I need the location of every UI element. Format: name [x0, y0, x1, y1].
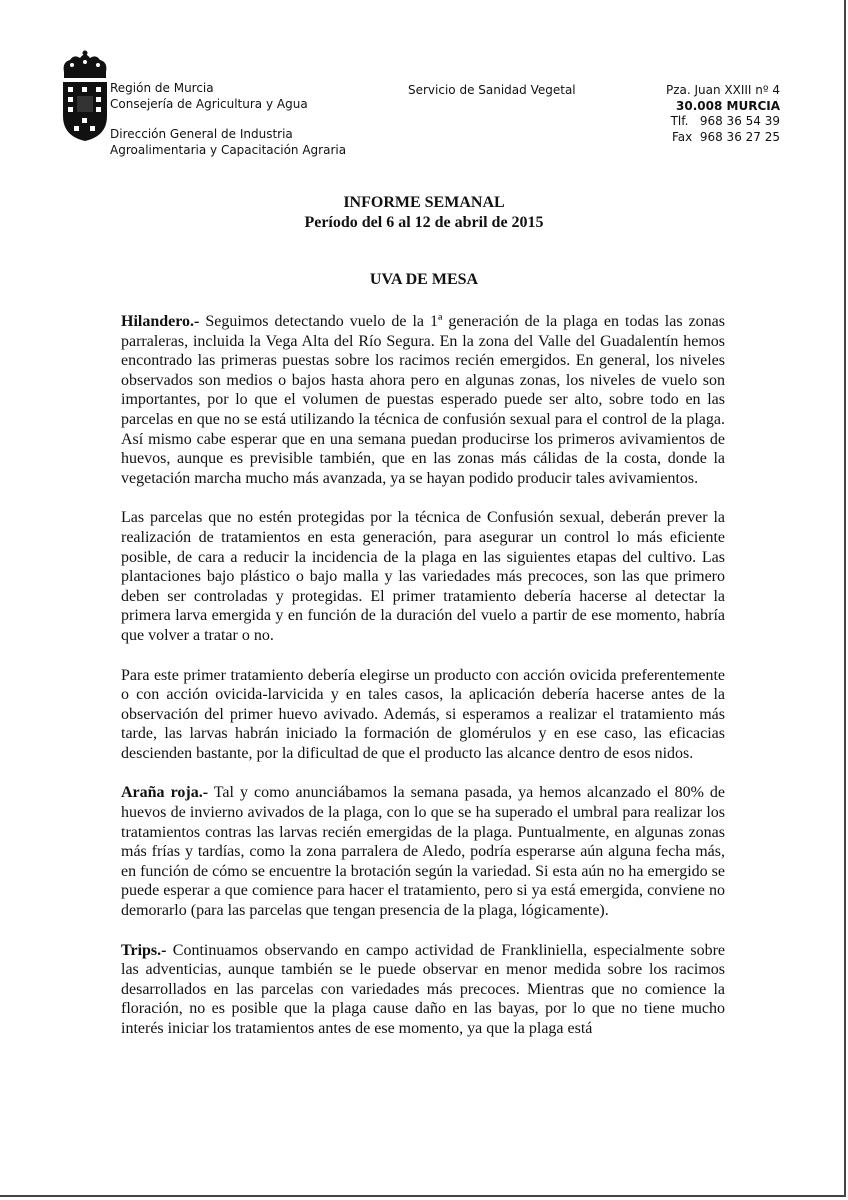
paragraph-text: Tal y como anunciábamos la semana pasada, ya hemos alcanzado el 80% de huevos de invierno avivados de la plaga, con lo que se ha superado el umbral para realizar los tratamientos contras las larvas recién emergidas de la plaga. Puntualmente, en algunas zonas más frías y tardías, como la zona parralera de Aledo, podría esperarse aún alguna fecha más, en función de cómo se encuentre la brotación según la variedad. Si esta aún no ha emergido se puede esperar a que comience para hacer el tratamiento, pero si ya está emergida, conviene no demorarlo (para las parcelas que tengan presencia de la plaga, lógicamente). — [121, 784, 726, 920]
report-title-block — [0, 193, 848, 233]
paragraph-hilandero — [121, 312, 725, 488]
crop-heading: UVA DE MESA — [369, 271, 479, 288]
paragraph-text: Las parcelas que no estén protegidas por la técnica de Confusión sexual, deberán prever la realización de tratamientos en esta generación, para asegurar un control lo más eficiente posible, de cara a reducir la incidencia de la plaga en las siguientes etapas del cultivo. Las plantaciones bajo plástico o bajo malla y las variedades más precoces, son las que primero deben ser controladas y protegidas. El primer tratamiento debería hacerse al detectar la primera larva emergida y en función de la duración del vuelo a partir de ese momento, habría que volver a tratar o no. — [121, 509, 725, 644]
paragraph-text: Para este primer tratamiento debería elegirse un producto con acción ovicida preferentemente o con acción ovicida-larvicida y en tales casos, la aplicación debería hacerse antes de la observación del primer huevo avivado. Además, si esperamos a realizar el tratamiento más tarde, las larvas habrán iniciado la formación de glomérulos y en ese caso, las eficacias descienden bastante, por la dificultad de que el producto las alcance dentro de esos nidos. — [121, 666, 725, 762]
address-city: 30.008 MURCIA — [676, 98, 780, 113]
dept-line-1: Dirección General de Industria — [110, 127, 293, 141]
dept-line-2: Agroalimentaria y Capacitación Agraria — [110, 142, 347, 157]
paragraph-text: Seguimos detectando vuelo de la 1ª generación de la plaga en todas las zonas parraleras, incluida la Vega Alta del Río Segura. En la zona del Valle del Guadalentín hemos encontrado las primeras puestas sobre los racimos recién emergidos. En general, los niveles observados son medios o bajos hasta ahora pero en algunas zonas, los niveles de vuelo son importantes, por lo que el volumen de puestas esperado puede ser alto, sobre todo en las parcelas en que no se está utilizando la técnica de confusión sexual para el control de la plaga. Así mismo cabe esperar que en una semana puedan producirse los primeros avivamientos de huevos, aunque es previsible también, que en las zonas más cálidas de la costa, donde la vegetación marcha mucho más avanzada, ya se hayan podido producir tales avivamientos. — [121, 313, 725, 487]
service-name: Servicio de Sanidad Vegetal — [408, 83, 576, 97]
pest-heading-trips: Trips.- — [121, 941, 167, 959]
report-title: INFORME SEMANAL — [343, 194, 505, 211]
paragraph-arana-roja — [121, 783, 725, 920]
issuing-organization — [110, 81, 346, 158]
paragraph-confusion-sexual — [121, 508, 725, 645]
org-region: Región de Murcia — [110, 81, 214, 95]
paragraph-text: Continuamos observando en campo actividad de Frankliniella, especialmente sobre las adventicias, aunque también se le puede observar en menor medida sobre los racimos desarrollados en las parcelas con variedades más precoces. Mientras que no comience la floración, no es posible que la plaga cause daño en las bayas, por lo que no tiene mucho interés iniciar los tratamientos antes de ese momento, ya que la plaga está — [121, 941, 725, 1037]
report-period: Período del 6 al 12 de abril de 2015 — [304, 214, 544, 231]
paragraph-primer-tratamiento — [121, 666, 725, 764]
org-ministry: Consejería de Agricultura y Agua — [110, 96, 308, 111]
address-street: Pza. Juan XXIII nº 4 — [665, 83, 780, 97]
pest-heading-arana-roja: Araña roja.- — [121, 784, 209, 802]
paragraph-trips — [121, 941, 725, 1039]
region-coat-of-arms-logo — [60, 50, 110, 142]
address-fax: Fax 968 36 27 25 — [671, 129, 780, 144]
address-phone: Tlf. 968 36 54 39 — [670, 114, 780, 128]
pest-heading-hilandero: Hilandero.- — [121, 313, 200, 330]
report-body — [121, 312, 725, 1059]
address-block — [666, 83, 780, 145]
